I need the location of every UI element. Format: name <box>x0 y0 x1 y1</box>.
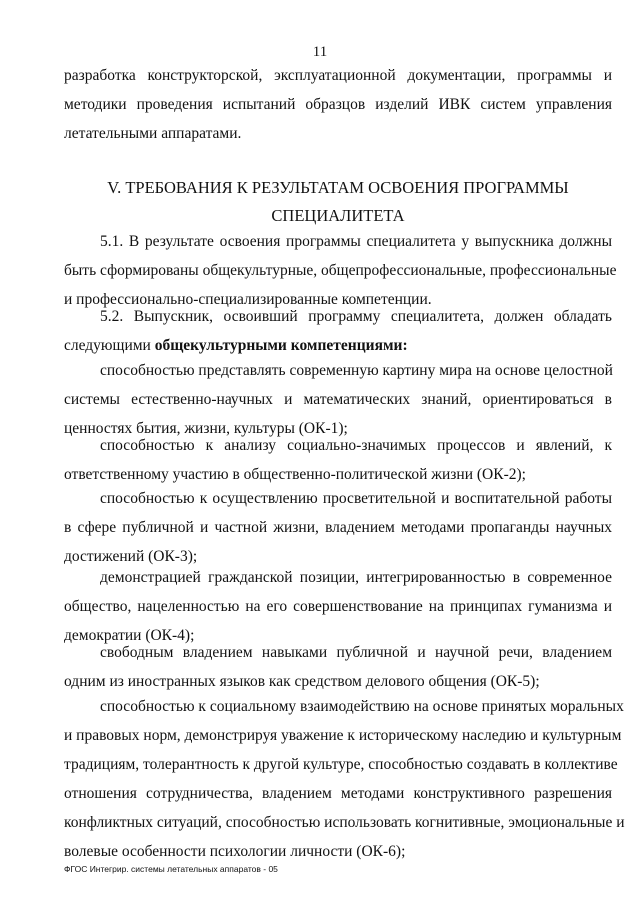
text-line: и профессионально-специализированные компетенции. <box>64 291 432 308</box>
intro-paragraph <box>64 61 612 148</box>
text-line: в сфере публичной и частной жизни, владением методами пропаганды научных <box>64 519 612 536</box>
text-line: ценностях бытия, жизни, культуры (ОК-1); <box>64 420 348 437</box>
competence-ok3 <box>64 484 612 571</box>
section-heading-line: V. ТРЕБОВАНИЯ К РЕЗУЛЬТАТАМ ОСВОЕНИЯ ПРОГРАММЫ <box>107 178 569 197</box>
text-line: разработка конструкторской, эксплуатационной документации, программы и <box>64 67 612 84</box>
section-heading-line: СПЕЦИАЛИТЕТА <box>271 206 405 225</box>
bold-term: общекультурными компетенциями: <box>154 337 408 354</box>
competence-ok1 <box>64 356 612 443</box>
competence-ok5 <box>64 638 612 696</box>
page-footer: ФГОС Интегрир. системы летательных аппаратов - 05 <box>64 864 278 874</box>
paragraph-5-2 <box>64 302 612 360</box>
text-line: отношения сотрудничества, владением методами конструктивного разрешения <box>64 785 612 802</box>
text-line: конфликтных ситуаций, способностью использовать когнитивные, эмоциональные и <box>64 814 625 831</box>
competence-ok4 <box>64 563 612 650</box>
text-line: общество, нацеленностью на его совершенствование на принципах гуманизма и <box>64 598 612 615</box>
text-line: системы естественно-научных и математических знаний, ориентироваться в <box>64 391 612 408</box>
text-line: 5.2. Выпускник, освоивший программу специалитета, должен обладать <box>100 308 612 325</box>
competence-ok6 <box>64 692 625 866</box>
text-line: быть сформированы общекультурные, общепрофессиональные, профессиональные <box>64 262 617 279</box>
text-line: волевые особенности психологии личности (ОК-6); <box>64 843 406 860</box>
competence-ok2 <box>64 431 612 489</box>
text-fragment: следующими <box>64 337 155 354</box>
text-line: демократии (ОК-4); <box>64 627 195 644</box>
text-line: и правовых норм, демонстрируя уважение к историческому наследию и культурным <box>64 727 622 744</box>
text-line: демонстрацией гражданской позиции, интегрированностью в современное <box>100 569 612 586</box>
text-line: 5.1. В результате освоения программы специалитета у выпускника должны <box>100 233 612 250</box>
section-heading <box>64 174 612 230</box>
text-line: достижений (ОК-3); <box>64 548 198 565</box>
text-line: свободным владением навыками публичной и научной речи, владением <box>100 644 612 661</box>
text-line: способностью к социальному взаимодействию на основе принятых моральных <box>100 698 624 715</box>
text-line: способностью к осуществлению просветительной и воспитательной работы <box>100 490 612 507</box>
text-line: методики проведения испытаний образцов изделий ИВК систем управления <box>64 96 612 113</box>
page-number: 11 <box>312 44 328 60</box>
text-line: традициям, толерантность к другой культуре, способностью создавать в коллективе <box>64 756 618 773</box>
text-line: способностью к анализу социально-значимых процессов и явлений, к <box>100 437 612 454</box>
text-line: способностью представлять современную картину мира на основе целостной <box>100 362 613 379</box>
text-line: летательными аппаратами. <box>64 125 242 142</box>
text-line: ответственному участию в общественно-политической жизни (ОК-2); <box>64 466 526 483</box>
paragraph-5-1 <box>64 227 617 314</box>
text-line: одним из иностранных языков как средством делового общения (ОК-5); <box>64 673 540 690</box>
